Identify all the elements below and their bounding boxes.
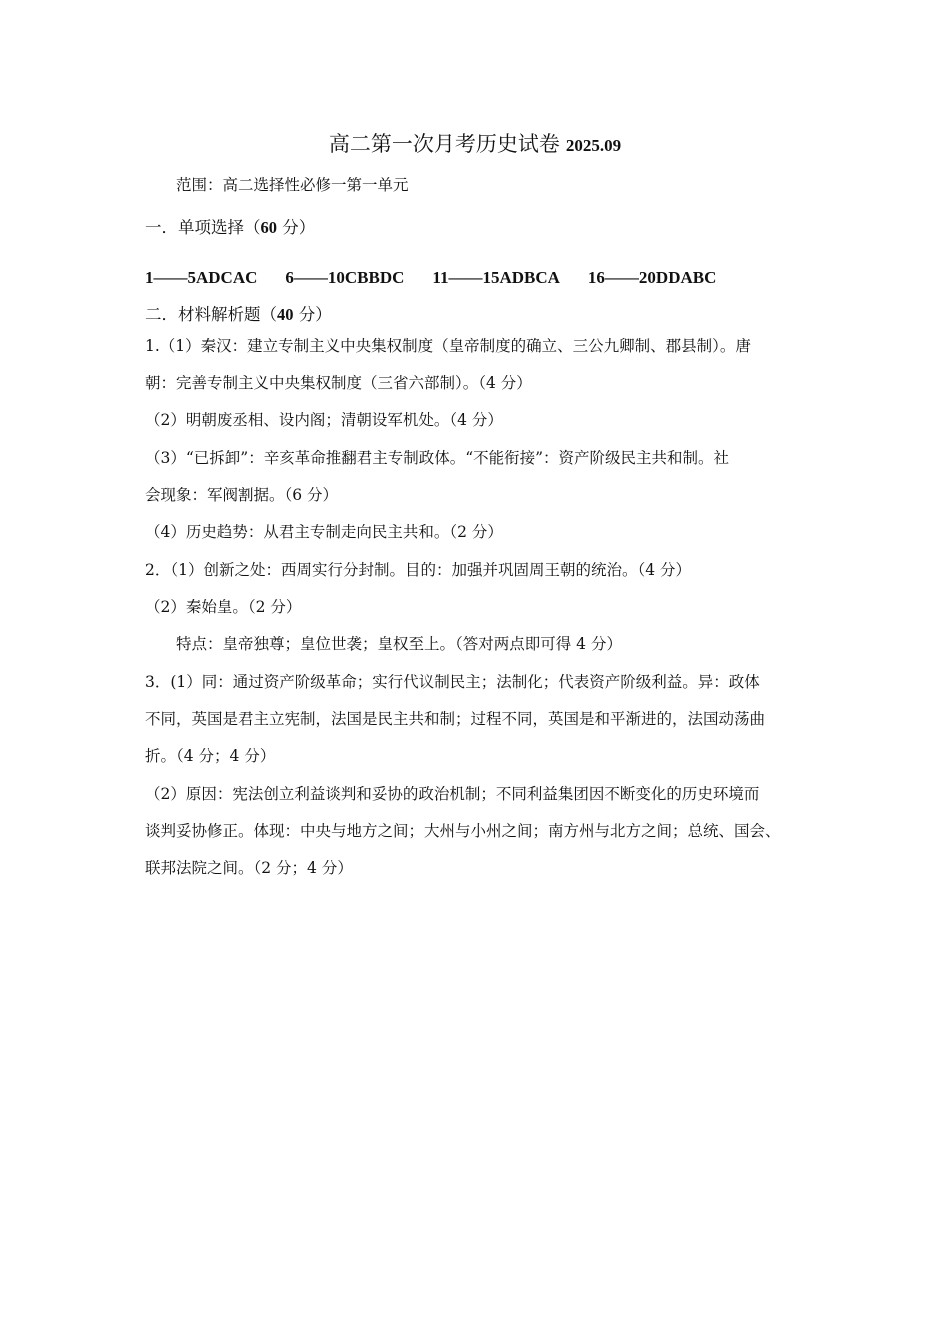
title-text: 高二第一次月考历史试卷 (328, 132, 560, 156)
answer-line: 朝：完善专制主义中央集权制度（三省六部制）。（4 分） (145, 374, 532, 392)
section2-heading: 二．材料解析题（40 分） (145, 305, 332, 324)
answer-line: 2．（1）创新之处：西周实行分封制。目的：加强并巩固周王朝的统治。（4 分） (145, 561, 692, 579)
answer-line: （3）“已拆卸”：辛亥革命推翻君主专制政体。“不能衔接”：资产阶级民主共和制。社 (145, 449, 730, 467)
answer-line: （4）历史趋势：从君主专制走向民主共和。（2 分） (145, 523, 503, 541)
answer-line: （2）秦始皇。（2 分） (145, 598, 302, 616)
answer-line: 特点：皇帝独尊；皇位世袭；皇权至上。（答对两点即可得 4 分） (176, 635, 622, 653)
page-title (0, 128, 950, 158)
answer-line: 谈判妥协修正。体现：中央与地方之间；大州与小州之间；南方州与北方之间；总统、国会、 (145, 822, 781, 840)
section1-heading: 一．单项选择（60 分） (145, 218, 316, 237)
answer-line: 折。（4 分；4 分） (145, 747, 276, 765)
answer-line: （2）明朝废丞相、设内阁；清朝设军机处。（4 分） (145, 411, 503, 429)
answer-line: 不同，英国是君主立宪制，法国是民主共和制；过程不同，英国是和平渐进的，法国动荡曲 (145, 710, 766, 728)
answer-group: 1——5ADCAC (145, 268, 258, 287)
answer-line: 3．(1）同：通过资产阶级革命；实行代议制民主；法制化；代表资产阶级利益。异：政体 (145, 673, 760, 691)
answer-line: 联邦法院之间。（2 分；4 分） (145, 859, 353, 877)
answer-group: 16——20DDABC (587, 268, 717, 287)
answer-line: （2）原因：宪法创立利益谈判和妥协的政治机制；不同利益集团因不断变化的历史环境而 (145, 785, 760, 803)
answer-line: 1.（1）秦汉：建立专制主义中央集权制度（皇帝制度的确立、三公九卿制、郡县制）。唐 (145, 337, 751, 355)
answer-group: 11——15ADBCA (432, 268, 560, 287)
answer-group: 6——10CBBDC (285, 268, 405, 287)
answer-key (145, 268, 716, 288)
scope-text: 范围：高二选择性必修一第一单元 (176, 176, 409, 194)
answer-line: 会现象：军阀割据。（6 分） (145, 486, 339, 504)
title-date: 2025.09 (565, 136, 622, 155)
